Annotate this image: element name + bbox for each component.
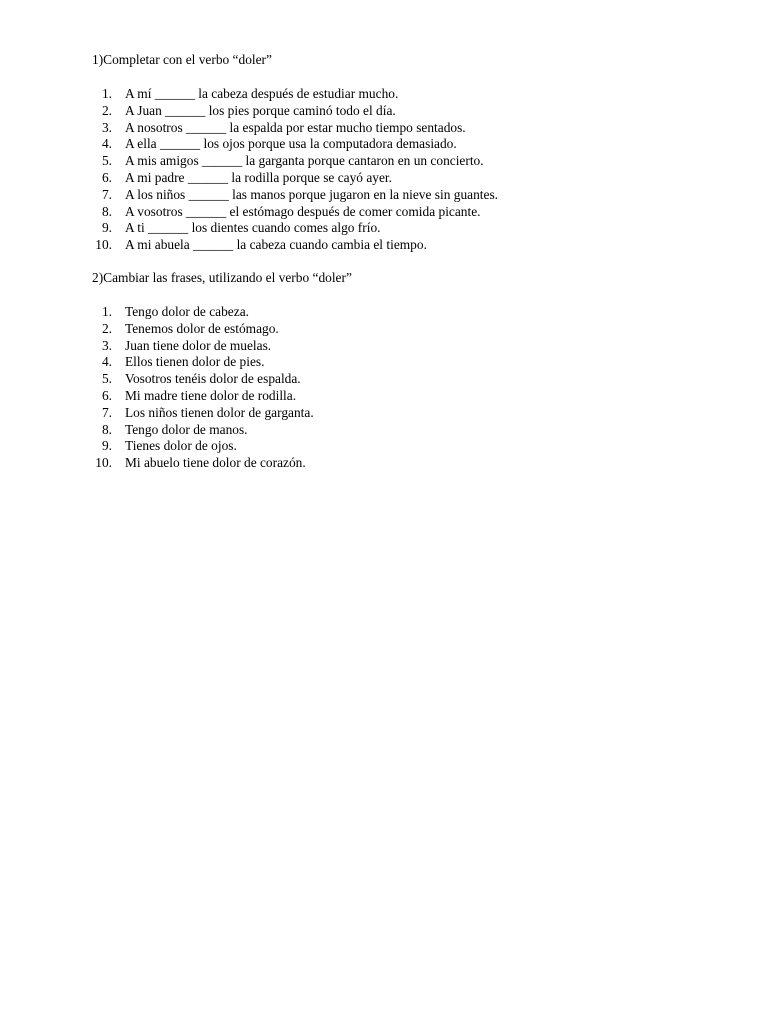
- exercise-1-heading: 1)Completar con el verbo “doler”: [92, 52, 272, 67]
- list-item: [92, 304, 314, 321]
- item-number: 3 .: [92, 338, 125, 355]
- list-item: [92, 422, 314, 439]
- list-item: [92, 120, 498, 137]
- list-item: [92, 220, 498, 237]
- item-text: A mi abuela ______ la cabeza cuando cambia el tiempo.: [125, 237, 427, 253]
- item-number: 9 .: [92, 438, 125, 455]
- item-number: 5 .: [92, 153, 125, 170]
- item-number: 5 .: [92, 371, 125, 388]
- item-text: Tengo dolor de manos.: [125, 421, 248, 437]
- item-number: 6 .: [92, 388, 125, 405]
- list-item: [92, 388, 314, 405]
- item-text: Juan tiene dolor de muelas.: [125, 337, 272, 353]
- item-number: 8 .: [92, 204, 125, 221]
- item-text: Tienes dolor de ojos.: [125, 438, 237, 454]
- item-text: Tenemos dolor de estómago.: [125, 320, 279, 336]
- item-text: A mis amigos ______ la garganta porque cantaron en un concierto.: [125, 153, 484, 169]
- item-number: 4 .: [92, 136, 125, 153]
- item-number: 6 .: [92, 170, 125, 187]
- item-number: 8 .: [92, 422, 125, 439]
- item-text: A ti ______ los dientes cuando comes algo frío.: [125, 220, 381, 236]
- item-text: A mi padre ______ la rodilla porque se cayó ayer.: [125, 169, 392, 185]
- item-number: 9 .: [92, 220, 125, 237]
- item-text: A vosotros ______ el estómago después de comer comida picante.: [125, 203, 481, 219]
- item-number: 2 .: [92, 103, 125, 120]
- item-text: Tengo dolor de cabeza.: [125, 304, 249, 319]
- item-text: A mí ______ la cabeza después de estudiar mucho.: [125, 86, 399, 101]
- item-number: 1 .: [92, 86, 125, 103]
- item-text: A los niños ______ las manos porque jugaron en la nieve sin guantes.: [125, 186, 499, 202]
- list-item: [92, 86, 498, 103]
- list-item: [92, 187, 498, 204]
- exercise-2-list: [92, 304, 314, 472]
- list-item: [92, 405, 314, 422]
- item-text: Mi abuelo tiene dolor de corazón.: [125, 455, 306, 471]
- item-text: Vosotros tenéis dolor de espalda.: [125, 371, 301, 387]
- list-item: [92, 170, 498, 187]
- list-item: [92, 321, 314, 338]
- list-item: [92, 354, 314, 371]
- item-number: 10 .: [92, 455, 125, 472]
- item-number: 4 .: [92, 354, 125, 371]
- item-number: 2 .: [92, 321, 125, 338]
- list-item: [92, 153, 498, 170]
- item-text: A nosotros ______ la espalda por estar mucho tiempo sentados.: [125, 119, 466, 135]
- list-item: [92, 371, 314, 388]
- list-item: [92, 136, 498, 153]
- item-text: Ellos tienen dolor de pies.: [125, 354, 265, 370]
- item-number: 3 .: [92, 120, 125, 137]
- item-text: A ella ______ los ojos porque usa la computadora demasiado.: [125, 136, 457, 152]
- list-item: [92, 338, 314, 355]
- item-text: A Juan ______ los pies porque caminó todo el día.: [125, 102, 396, 118]
- exercise-2-heading: 2)Cambiar las frases, utilizando el verbo “doler”: [92, 270, 352, 285]
- list-item: [92, 438, 314, 455]
- exercise-1-list: [92, 86, 498, 254]
- item-text: Mi madre tiene dolor de rodilla.: [125, 387, 297, 403]
- item-number: 1 .: [92, 304, 125, 321]
- item-number: 10 .: [92, 237, 125, 254]
- item-text: Los niños tienen dolor de garganta.: [125, 404, 314, 420]
- item-number: 7 .: [92, 405, 125, 422]
- list-item: [92, 204, 498, 221]
- list-item: [92, 455, 314, 472]
- list-item: [92, 103, 498, 120]
- item-number: 7 .: [92, 187, 125, 204]
- list-item: [92, 237, 498, 254]
